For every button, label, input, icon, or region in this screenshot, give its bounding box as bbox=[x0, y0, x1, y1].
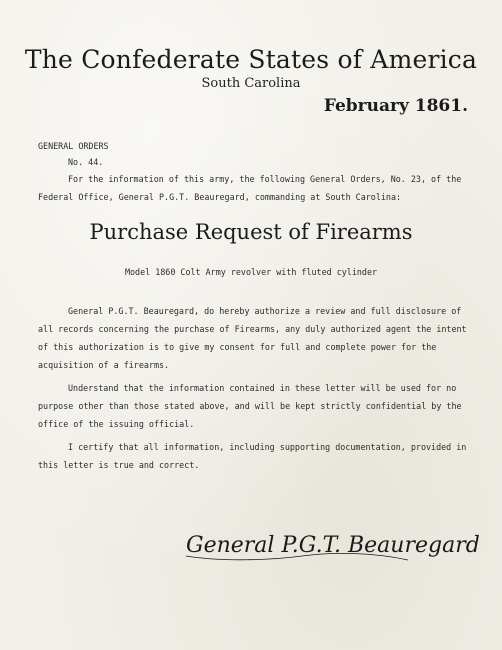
signature-graphic bbox=[182, 522, 480, 566]
signature-text: General P.G.T. Beauregard bbox=[186, 533, 480, 558]
letter-subheading: South Carolina bbox=[201, 76, 301, 91]
authorization-paragraph: General P.G.T. Beauregard, do hereby authorize a review and full disclosure of all records concerning the purchase of Firearms, any duly authorized agent the intent of this authorization is to give my consent for full and complete power for the acquisition of a firearms. bbox=[38, 306, 467, 370]
general-orders-label: GENERAL ORDERS bbox=[38, 141, 109, 151]
letter-date: February 1861. bbox=[323, 96, 468, 116]
confidentiality-paragraph: Understand that the information contained in these letter will be used for no purpose other than those stated above, and will be kept strictly confidential by the office of the issuing official. bbox=[38, 383, 462, 429]
orders-number: No. 44. bbox=[68, 157, 104, 167]
certification-paragraph: I certify that all information, including supporting documentation, provided in this letter is true and correct. bbox=[38, 442, 467, 470]
intro-paragraph: For the information of this army, the following General Orders, No. 23, of the Federal Office, General P.G.T. Beauregard, commanding at South Carolina: bbox=[38, 174, 462, 202]
handwritten-signature bbox=[182, 522, 480, 566]
document-title: Purchase Request of Firearms bbox=[89, 220, 413, 244]
firearm-model-line: Model 1860 Colt Army revolver with fluted cylinder bbox=[124, 267, 378, 277]
letter-heading: The Confederate States of America bbox=[24, 45, 478, 74]
